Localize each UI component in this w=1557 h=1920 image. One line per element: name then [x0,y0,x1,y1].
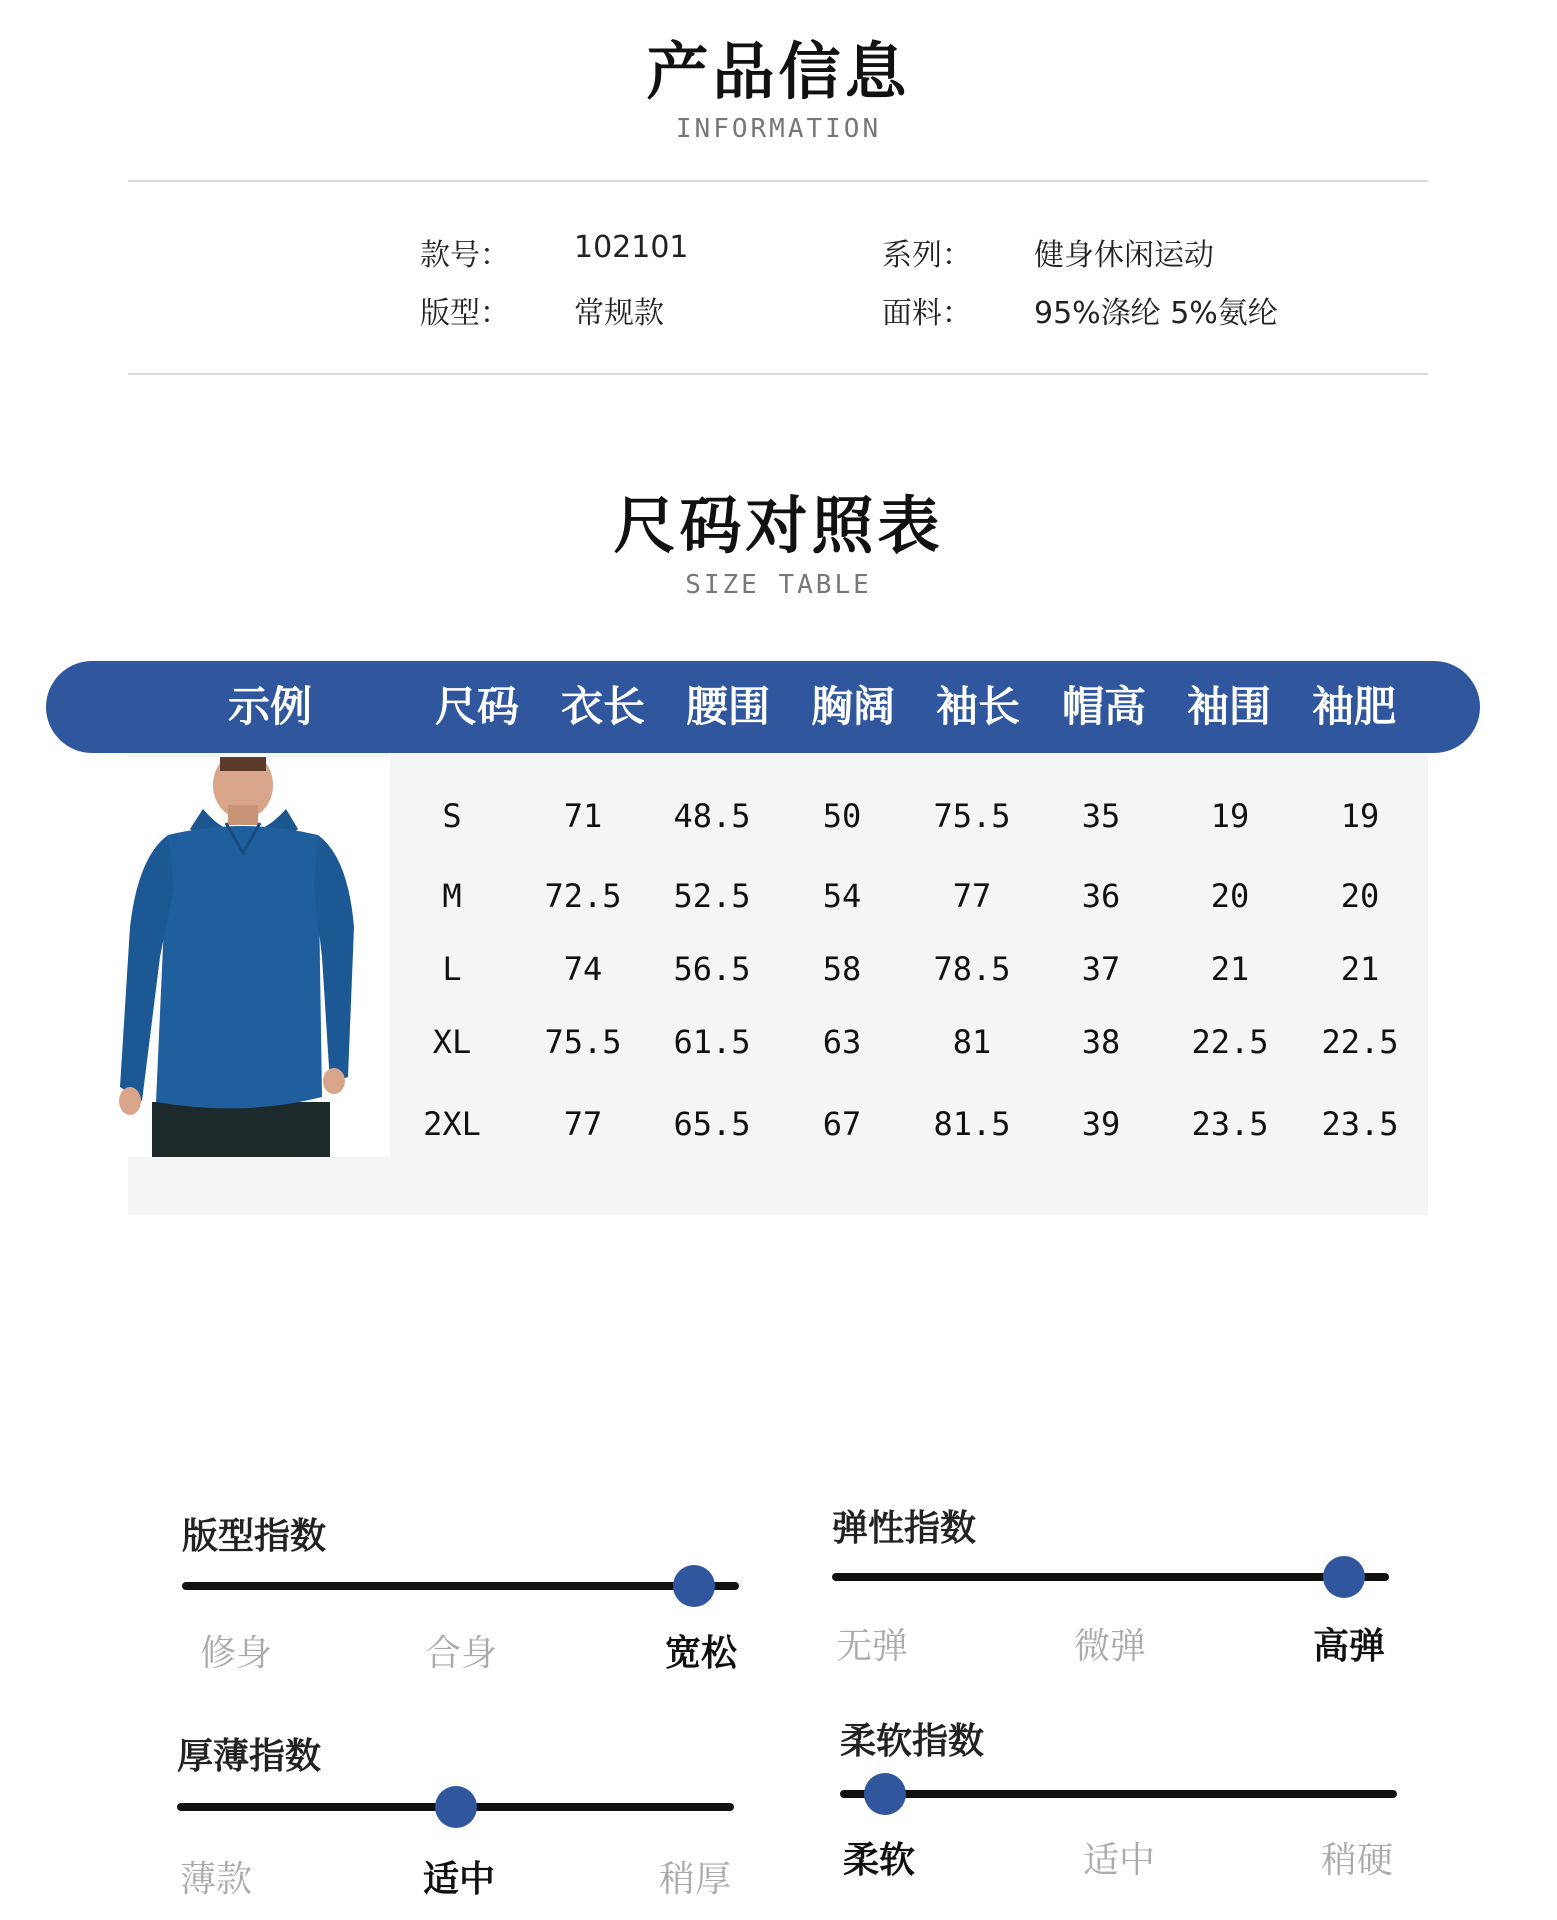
table-cell: 67 [822,1105,862,1143]
table-cell: 75.5 [544,1023,622,1061]
fabric-value: 95%涤纶 5%氨纶 [1034,296,1278,331]
table-cell: 77 [563,1105,603,1143]
product-photo [108,757,390,1157]
index-knob[interactable] [1323,1556,1365,1598]
table-cell: L [442,950,462,988]
index-option: 薄款 [180,1859,253,1900]
hoodie-shirt-illustration [108,757,390,1157]
index-title: 柔软指数 [840,1721,985,1762]
header-col-5: 帽高 [1061,682,1146,731]
table-cell: 37 [1081,950,1121,988]
table-cell: 21 [1210,950,1250,988]
style-number-label: 款号： [420,238,510,273]
table-cell: 71 [563,797,603,835]
table-cell: 65.5 [673,1105,751,1143]
table-cell: XL [432,1023,472,1061]
product-info-subtitle: INFORMATION [675,114,882,144]
index-track [840,1790,1397,1798]
index-option: 稍硬 [1321,1840,1394,1881]
header-example: 示例 [227,682,312,731]
header-col-0: 尺码 [434,682,519,731]
table-cell: 81 [952,1023,992,1061]
index-option: 无弹 [836,1626,909,1667]
table-cell: 21 [1340,950,1380,988]
index-option: 稍厚 [659,1859,732,1900]
header-col-1: 衣长 [560,682,645,731]
table-cell: 20 [1210,877,1250,915]
index-option: 合身 [425,1633,498,1674]
table-cell: 19 [1340,797,1380,835]
index-option: 修身 [200,1633,273,1674]
header-col-4: 袖长 [935,682,1020,731]
table-cell: 36 [1081,877,1121,915]
table-cell: 54 [822,877,862,915]
index-option: 柔软 [843,1840,916,1881]
index-title: 弹性指数 [832,1508,977,1549]
table-cell: 50 [822,797,862,835]
table-cell: 74 [563,950,603,988]
header-col-6: 袖围 [1186,682,1271,731]
table-cell: 58 [822,950,862,988]
table-cell: 38 [1081,1023,1121,1061]
table-cell: 81.5 [933,1105,1011,1143]
index-title: 厚薄指数 [177,1736,322,1777]
series-value: 健身休闲运动 [1034,238,1214,273]
index-option: 适中 [423,1859,496,1900]
header-col-2: 腰围 [685,682,770,731]
index-option: 微弹 [1074,1626,1147,1667]
table-cell: S [442,797,462,835]
table-cell: 22.5 [1191,1023,1269,1061]
table-cell: 77 [952,877,992,915]
table-cell: 35 [1081,797,1121,835]
fit-type-value: 常规款 [574,296,664,331]
table-cell: 2XL [423,1105,481,1143]
divider-bottom [128,373,1428,375]
index-option: 宽松 [665,1633,738,1674]
product-info-title: 产品信息 [646,35,911,108]
index-track [182,1582,739,1590]
style-number-value: 102101 [574,230,689,265]
fabric-label: 面料： [882,296,972,331]
table-cell: 20 [1340,877,1380,915]
table-cell: 23.5 [1191,1105,1269,1143]
index-option: 适中 [1083,1840,1156,1881]
index-knob[interactable] [864,1773,906,1815]
index-option: 高弹 [1313,1626,1386,1667]
header-col-7: 袖肥 [1311,682,1396,731]
table-cell: 72.5 [544,877,622,915]
table-cell: 63 [822,1023,862,1061]
table-cell: 56.5 [673,950,751,988]
table-cell: 22.5 [1321,1023,1399,1061]
index-title: 版型指数 [182,1516,327,1557]
table-cell: 39 [1081,1105,1121,1143]
table-cell: 52.5 [673,877,751,915]
table-cell: 78.5 [933,950,1011,988]
table-cell: 48.5 [673,797,751,835]
header-col-3: 胸阔 [810,682,895,731]
table-cell: M [442,877,462,915]
table-cell: 75.5 [933,797,1011,835]
size-table-subtitle: SIZE TABLE [685,570,872,600]
size-table-title: 尺码对照表 [613,489,944,562]
table-cell: 19 [1210,797,1250,835]
index-knob[interactable] [435,1786,477,1828]
fit-type-label: 版型： [420,296,510,331]
index-knob[interactable] [673,1565,715,1607]
divider-top [128,180,1428,182]
index-track [832,1573,1389,1581]
table-cell: 23.5 [1321,1105,1399,1143]
table-cell: 61.5 [673,1023,751,1061]
series-label: 系列： [882,238,972,273]
